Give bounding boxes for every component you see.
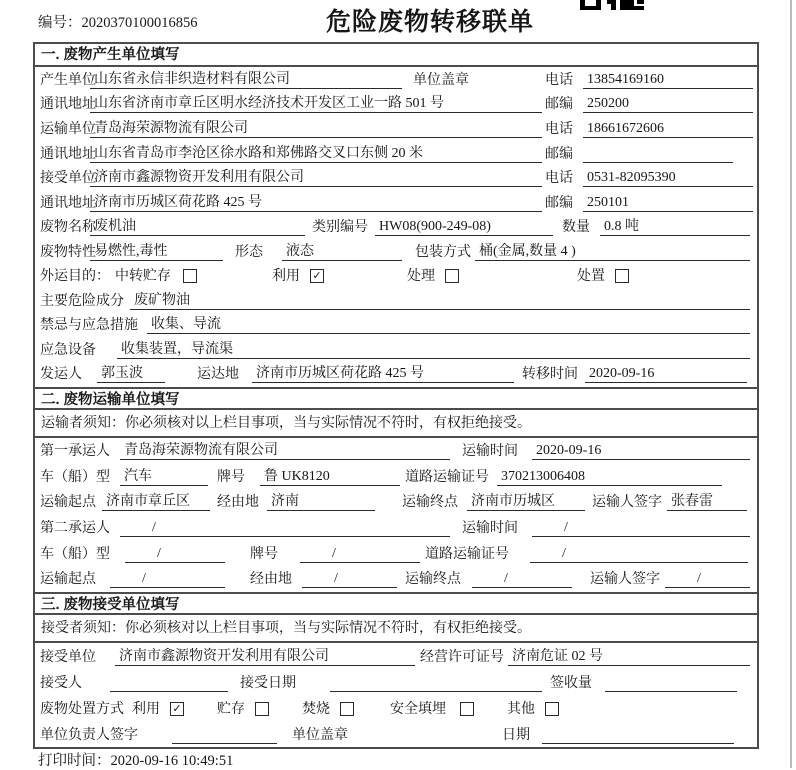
section3-header: 三. 废物接受单位填写 [35, 592, 757, 615]
taboo-label: 禁忌与应急措施 [40, 318, 138, 333]
receiver-address-row [35, 191, 757, 215]
license2-label: 道路运输证号 [425, 547, 509, 562]
disposal-use-label: 利用 [132, 702, 160, 717]
character-label: 废物特性 [40, 245, 96, 260]
zip-label-2: 邮编 [545, 147, 573, 162]
via1-value: 济南 [267, 490, 375, 511]
character-value: 易燃性,毒性 [90, 240, 223, 261]
transporter-address-row [35, 142, 757, 166]
purpose-dispose-checkbox [615, 269, 629, 283]
origin1-label: 运输起点 [40, 495, 96, 510]
phone-label-3: 电话 [545, 171, 573, 186]
sign2-value: / [665, 571, 750, 588]
transport-time1-label: 运输时间 [462, 444, 518, 459]
taboo-value: 收集、导流 [147, 313, 750, 334]
purpose-row [35, 264, 757, 288]
shipper-label: 发运人 [40, 367, 82, 382]
producer-zip: 250200 [583, 96, 753, 113]
acceptor-row [35, 669, 757, 695]
leader-sign-row [35, 721, 757, 747]
carrier1-value: 青岛海荣源物流有限公司 [120, 439, 450, 460]
receiver-zip: 250101 [583, 195, 753, 212]
route1-row [35, 489, 757, 514]
address-label-1: 通讯地址 [40, 97, 96, 112]
destination-value: 济南市历城区荷花路 425 号 [252, 362, 514, 383]
carrier2-row [35, 515, 757, 540]
serial-value: 2020370100016856 [81, 15, 198, 31]
transporter-address: 山东省青岛市李沧区徐水路和郑佛路交叉口东侧 20 米 [90, 142, 542, 163]
license1-value: 370213006408 [497, 469, 722, 486]
category-code: HW08(900-249-08) [375, 219, 553, 236]
phone-label-2: 电话 [545, 122, 573, 137]
transport-time2-value: / [532, 520, 750, 537]
vehicle2-label: 车（船）型 [40, 547, 110, 562]
receiver-notice: 接受者须知：你必须核对以上栏目事项，当与实际情况不符时，有权拒绝接受。 [35, 615, 757, 643]
disposal-landfill-label: 安全填埋 [390, 702, 446, 717]
equipment-row [35, 338, 757, 362]
plate1-label: 牌号 [217, 470, 245, 485]
disposal-label: 废物处置方式 [40, 702, 124, 717]
sign1-value: 张春雷 [667, 490, 747, 511]
serial-label: 编号： [38, 15, 82, 31]
producer-phone: 13854169160 [583, 72, 753, 89]
vehicle1-label: 车（船）型 [40, 470, 110, 485]
end1-value: 济南市历城区 [467, 490, 585, 511]
carrier1-row [35, 438, 757, 463]
transporter-label: 运输单位 [40, 122, 96, 137]
leader-sign-value [172, 727, 277, 744]
producer-row [35, 68, 757, 92]
vehicle2-row [35, 541, 757, 566]
purpose-treat-label: 处理 [407, 269, 435, 284]
disposal-burn-label: 焚烧 [302, 702, 330, 717]
end2-value: / [472, 571, 572, 588]
acceptor-value [110, 675, 228, 692]
receiver-phone: 0531-82095390 [583, 170, 753, 187]
receiver-label: 接受单位 [40, 171, 96, 186]
hazard-row [35, 289, 757, 313]
disposal-store-checkbox [255, 702, 269, 716]
date-value [542, 727, 734, 744]
vehicle1-value: 汽车 [120, 465, 208, 486]
transporter-value: 青岛海荣源物流有限公司 [90, 117, 542, 138]
zip-label-3: 邮编 [545, 196, 573, 211]
transporter-phone: 18661672606 [583, 121, 753, 138]
disposal-use-checkbox: ✓ [170, 702, 184, 716]
disposal-store-label: 贮存 [217, 702, 245, 717]
disposal-row [35, 695, 757, 721]
purpose-treat-checkbox [445, 269, 459, 283]
accept-unit-value: 济南市鑫源物资开发利用有限公司 [115, 645, 415, 666]
leader-sign-label: 单位负责人签字 [40, 728, 138, 743]
disposal-other-label: 其他 [507, 702, 535, 717]
route2-row [35, 566, 757, 591]
receiver-row [35, 166, 757, 190]
end2-label: 运输终点 [405, 572, 461, 587]
shipper-value: 郭玉波 [97, 362, 165, 383]
producer-value: 山东省永信非织造材料有限公司 [90, 68, 402, 89]
vehicle1-row [35, 464, 757, 489]
form-label: 形态 [235, 245, 263, 260]
equipment-label: 应急设备 [40, 343, 96, 358]
unit-seal-label: 单位盖章 [292, 728, 348, 743]
transport-time1-value: 2020-09-16 [532, 443, 750, 460]
destination-label: 运达地 [197, 367, 239, 382]
date-label: 日期 [502, 728, 530, 743]
transfer-time-value: 2020-09-16 [585, 366, 747, 383]
accept-unit-row [35, 643, 757, 669]
page-title: 危险废物转移联单 [325, 8, 534, 36]
license1-label: 道路运输证号 [405, 470, 489, 485]
manifest-form [33, 42, 759, 749]
license2-value: / [530, 546, 748, 563]
via2-value: / [302, 571, 397, 588]
acceptor-label: 接受人 [40, 676, 82, 691]
zip-label-1: 邮编 [545, 97, 573, 112]
phone-label-1: 电话 [545, 73, 573, 88]
section1-header: 一. 废物产生单位填写 [35, 44, 757, 67]
print-time-value: 2020-09-16 10:49:51 [110, 753, 234, 769]
purpose-dispose-label: 处置 [577, 269, 605, 284]
purpose-use-checkbox: ✓ [310, 269, 324, 283]
receiver-address: 济南市历城区荷花路 425 号 [90, 191, 542, 212]
accept-date-value [330, 675, 542, 692]
waste-character-row [35, 240, 757, 264]
plate2-value: / [300, 546, 420, 563]
shipper-row [35, 362, 757, 386]
disposal-burn-checkbox [340, 702, 354, 716]
hazard-label: 主要危险成分 [40, 294, 124, 309]
business-license-label: 经营许可证号 [420, 650, 504, 665]
seal-label: 单位盖章 [413, 73, 469, 88]
packing-value: 桶(金属,数量 4 ) [475, 240, 750, 261]
section2-header: 二. 废物运输单位填写 [35, 387, 757, 410]
transfer-time-label: 转移时间 [522, 367, 578, 382]
origin2-value: / [110, 571, 225, 588]
plate2-label: 牌号 [250, 547, 278, 562]
producer-address-row [35, 92, 757, 116]
quantity-value: 0.8 吨 [600, 215, 750, 236]
quantity-label: 数量 [562, 220, 590, 235]
transport-time2-label: 运输时间 [462, 521, 518, 536]
business-license-value: 济南危证 02 号 [508, 645, 750, 666]
purpose-use-label: 利用 [272, 269, 300, 284]
plate1-value: 鲁 UK8120 [260, 465, 400, 486]
vehicle2-value: / [125, 546, 225, 563]
sign2-label: 运输人签字 [590, 572, 660, 587]
disposal-other-checkbox [545, 702, 559, 716]
via1-label: 经由地 [217, 495, 259, 510]
print-time [38, 749, 233, 770]
form-value: 液态 [282, 240, 402, 261]
transporter-row [35, 117, 757, 141]
sign-qty-value [605, 675, 737, 692]
end1-label: 运输终点 [402, 495, 458, 510]
producer-label: 产生单位 [40, 73, 96, 88]
purpose-label: 外运目的： [40, 269, 110, 284]
purpose-transfer-label: 中转贮存 [115, 269, 171, 284]
disposal-landfill-checkbox [460, 702, 474, 716]
receiver-value: 济南市鑫源物资开发利用有限公司 [90, 166, 542, 187]
purpose-transfer-checkbox [183, 269, 197, 283]
carrier1-label: 第一承运人 [40, 444, 110, 459]
page-right-edge [790, 0, 792, 768]
sign-qty-label: 签收量 [550, 676, 592, 691]
transporter-zip [583, 146, 733, 163]
via2-label: 经由地 [250, 572, 292, 587]
category-label: 类别编号 [312, 220, 368, 235]
address-label-2: 通讯地址 [40, 147, 96, 162]
origin2-label: 运输起点 [40, 572, 96, 587]
carrier2-label: 第二承运人 [40, 521, 110, 536]
print-time-label: 打印时间： [38, 753, 111, 769]
address-label-3: 通讯地址 [40, 196, 96, 211]
origin1-value: 济南市章丘区 [102, 490, 210, 511]
accept-date-label: 接受日期 [240, 676, 296, 691]
qr-code-fragment [580, 0, 644, 10]
packing-label: 包装方式 [415, 245, 471, 260]
taboo-row [35, 313, 757, 337]
hazard-value: 废矿物油 [130, 289, 750, 310]
carrier2-value: / [120, 520, 450, 537]
transporter-notice: 运输者须知：你必须核对以上栏目事项，当与实际情况不符时，有权拒绝接受。 [35, 410, 757, 438]
sign1-label: 运输人签字 [592, 495, 662, 510]
accept-unit-label: 接受单位 [40, 650, 96, 665]
equipment-value: 收集装置，导流渠 [117, 338, 750, 359]
waste-name: 废机油 [90, 215, 305, 236]
waste-name-row [35, 215, 757, 239]
waste-name-label: 废物名称 [40, 220, 96, 235]
producer-address: 山东省济南市章丘区明水经济技术开发区工业一路 501 号 [90, 92, 542, 113]
